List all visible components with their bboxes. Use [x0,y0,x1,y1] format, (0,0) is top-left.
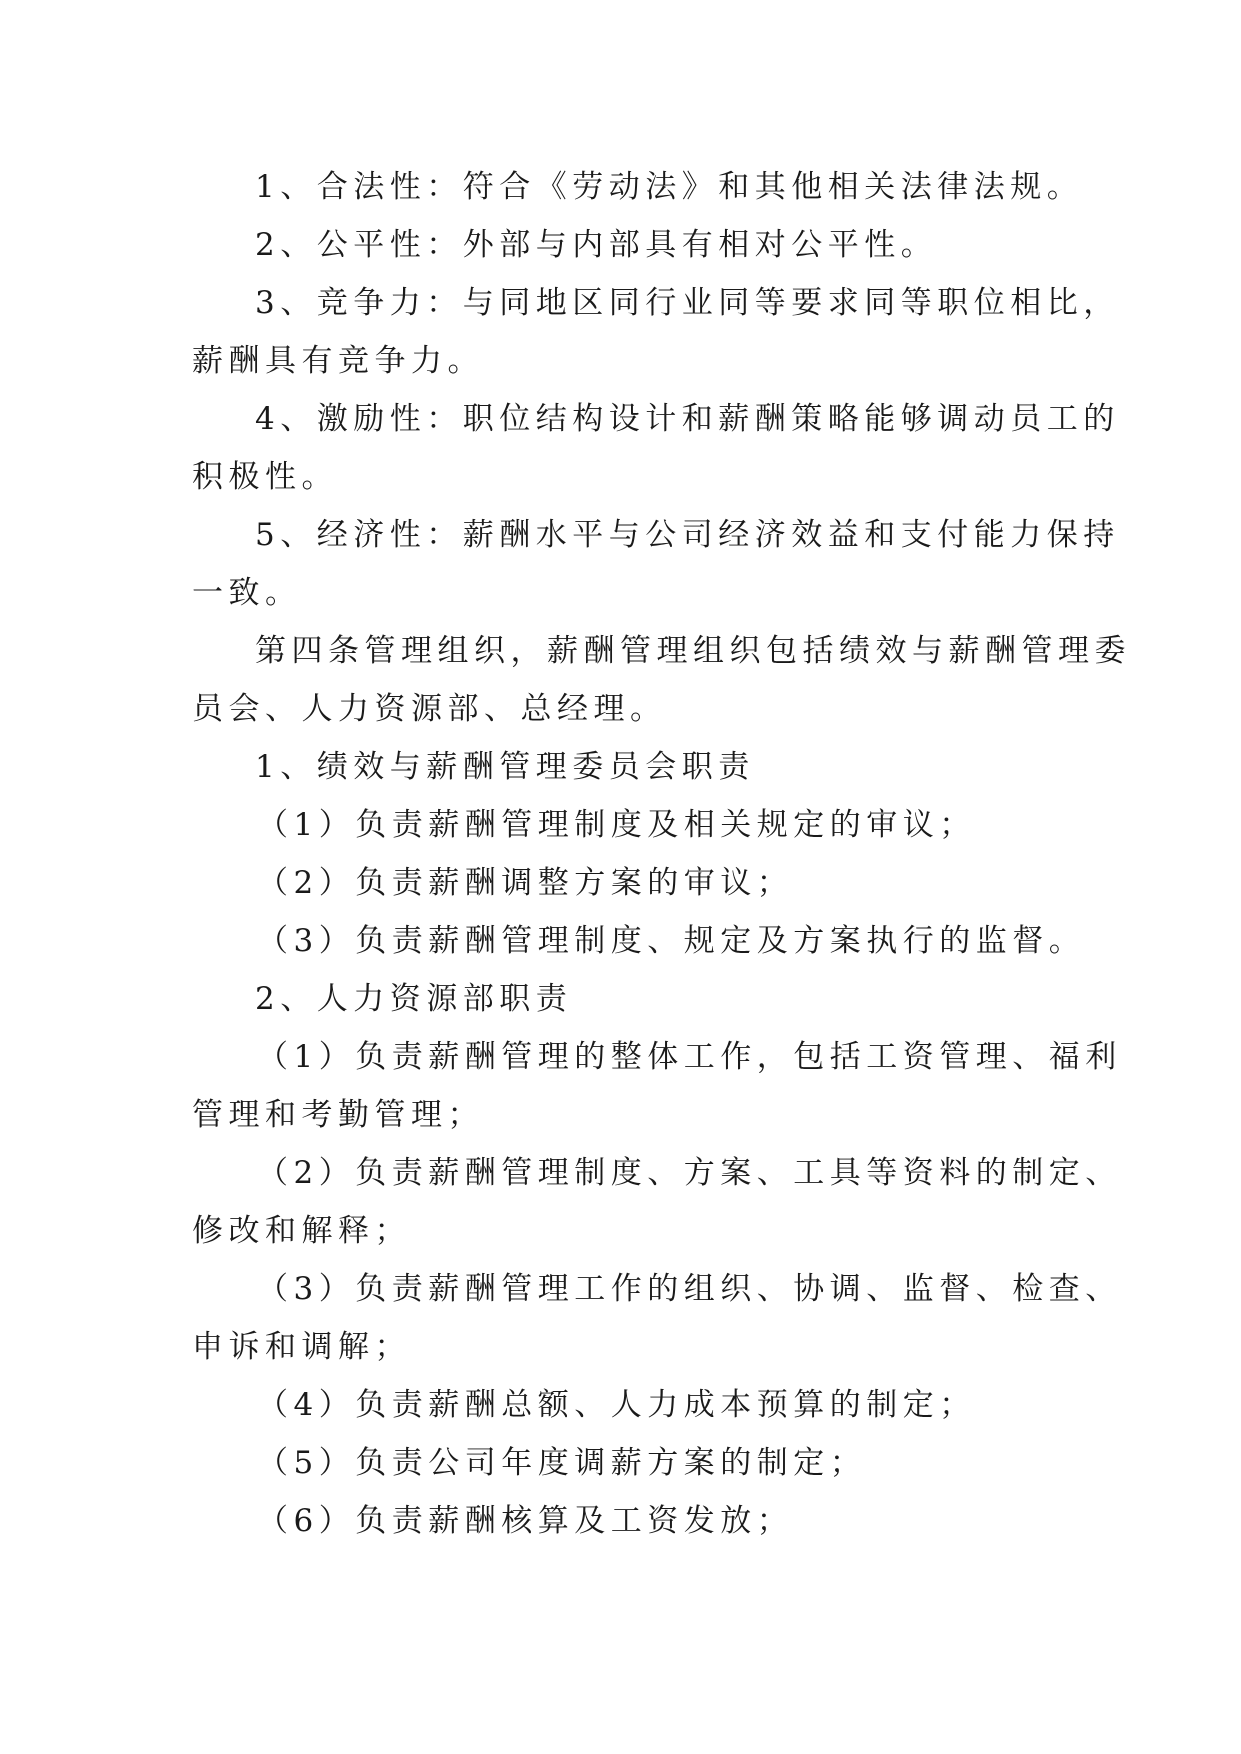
paragraph-line: 1、合法性：符合《劳动法》和其他相关法律法规。 [255,169,1084,205]
paragraph-line: （5）负责公司年度调薪方案的制定； [257,1445,867,1481]
paragraph-line: （2）负责薪酬调整方案的审议； [257,865,794,901]
paragraph-line: 第四条管理组织，薪酬管理组织包括绩效与薪酬管理委 [255,633,1131,669]
paragraph-line: （1）负责薪酬管理的整体工作，包括工资管理、福利 [257,1039,1122,1075]
paragraph-line: （3）负责薪酬管理制度、规定及方案执行的监督。 [257,923,1086,959]
paragraph-line: 管理和考勤管理； [192,1097,484,1133]
paragraph-line: 5、经济性：薪酬水平与公司经济效益和支付能力保持 [255,517,1120,553]
paragraph-line: 修改和解释； [192,1213,411,1249]
document-body [192,158,1131,1550]
paragraph-line: （6）负责薪酬核算及工资发放； [257,1503,794,1539]
paragraph-line: 薪酬具有竞争力。 [192,343,484,379]
paragraph-line: （1）负责薪酬管理制度及相关规定的审议； [257,807,976,843]
paragraph-line: 4、激励性：职位结构设计和薪酬策略能够调动员工的 [255,401,1120,437]
paragraph-line: 1、绩效与薪酬管理委员会职责 [255,749,755,785]
paragraph-line: 2、公平性：外部与内部具有相对公平性。 [255,227,938,263]
paragraph-line: 积极性。 [192,459,338,495]
paragraph-line: 3、竞争力：与同地区同行业同等要求同等职位相比， [255,285,1120,321]
paragraph-line: （4）负责薪酬总额、人力成本预算的制定； [257,1387,976,1423]
paragraph-line: 申诉和调解； [192,1329,411,1365]
paragraph-line: 2、人力资源部职责 [255,981,573,1017]
paragraph-line: （2）负责薪酬管理制度、方案、工具等资料的制定、 [257,1155,1122,1191]
paragraph-line: 员会、人力资源部、总经理。 [192,691,667,727]
paragraph-line: （3）负责薪酬管理工作的组织、协调、监督、检查、 [257,1271,1122,1307]
paragraph-line: 一致。 [192,575,302,611]
